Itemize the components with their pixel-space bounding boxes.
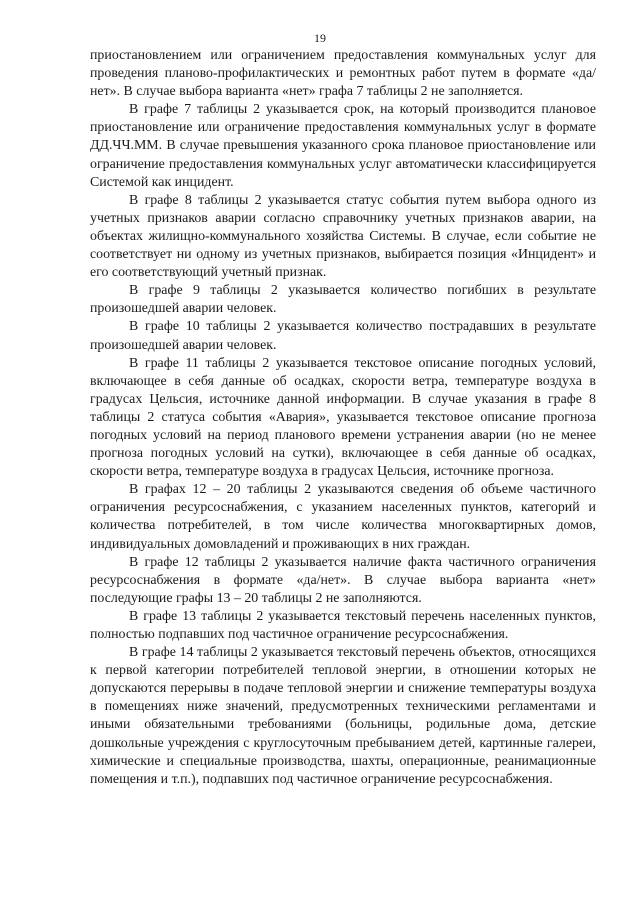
- paragraph-7: В графах 12 – 20 таблицы 2 указываются сведения об объеме частичного ограничения ресурсоснабжения, с указанием населенных пунктов, категорий и количества потребителей, в том числе количества многоквартирных домов, индивидуальных домовладений и проживающих в них граждан.: [90, 482, 596, 552]
- paragraph-6: В графе 11 таблицы 2 указывается текстовое описание погодных условий, включающее в себя данные об осадках, скорости ветра, температуре воздуха в градусах Цельсия, источнике данной информации. В случае указания в графе 8 таблицы 2 статуса события «Авария», указывается текстовое описание прогноза погодных условий на период планового времени устранения аварии (но не менее прогноза погодных условий на сутки), включающее в себя данные об осадках, скорости ветра, температуре воздуха в градусах Цельсия, источнике прогноза.: [90, 355, 596, 480]
- paragraph-1: приостановлением или ограничением предоставления коммунальных услуг для проведения планово-профилактических и ремонтных работ путем в формате «да/нет». В случае выбора варианта «нет» графа 7 таблицы 2 не заполняется.: [90, 48, 596, 100]
- paragraph-10: В графе 14 таблицы 2 указывается текстовый перечень объектов, относящихся к первой категории потребителей тепловой энергии, в отношении которых не допускаются перерывы в подаче тепловой энергии и снижение температуры воздуха в помещениях ниже значений, предусмотренных техническими регламентами и иными обязательными требованиями (больницы, родильные дома, детские дошкольные учреждения с круглосуточным пребыванием детей, картинные галереи, химические и специальные производства, шахты, операционные, реанимационные помещения и т.п.), подпавших под частичное ограничение ресурсоснабжения.: [90, 645, 596, 787]
- paragraph-8: В графе 12 таблицы 2 указывается наличие факта частичного ограничения ресурсоснабжения в формате «да/нет». В случае выбора варианта «нет» последующие графы 13 – 20 таблицы 2 не заполняются.: [90, 554, 596, 606]
- paragraph-9: В графе 13 таблицы 2 указывается текстовый перечень населенных пунктов, полностью подпавших под частичное ограничение ресурсоснабжения.: [90, 608, 596, 642]
- paragraph-2: В графе 7 таблицы 2 указывается срок, на который производится плановое приостановление или ограничение предоставления коммунальных услуг в формате ДД.ЧЧ.ММ. В случае превышения указанного срока плановое приостановление или ограничение предоставления коммунальных услуг автоматически классифицируется Системой как инцидент.: [90, 102, 596, 190]
- paragraph-5: В графе 10 таблицы 2 указывается количество пострадавших в результате произошедшей аварии человек.: [90, 319, 596, 353]
- paragraph-4: В графе 9 таблицы 2 указывается количество погибших в результате произошедшей аварии человек.: [90, 283, 596, 317]
- document-body: [90, 47, 596, 789]
- page-number: 19: [314, 31, 326, 45]
- paragraph-3: В графе 8 таблицы 2 указывается статус события путем выбора одного из учетных признаков аварии согласно справочнику учетных признаков аварии, на объектах жилищно-коммунального хозяйства Системы. В случае, если событие не соответствует ни одному из учетных признаков, выбирается позиция «Инцидент» и его соответствующий учетный признак.: [90, 192, 596, 281]
